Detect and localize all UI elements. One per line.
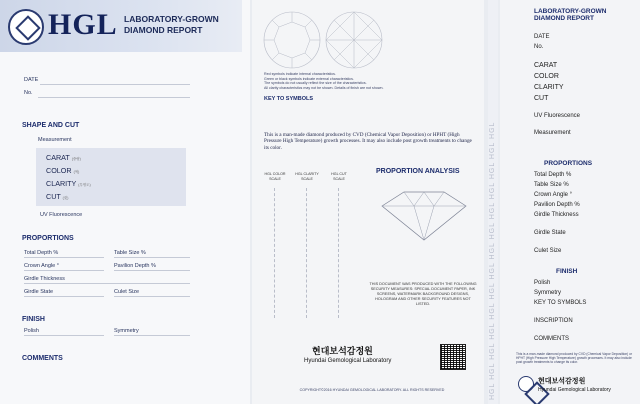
right-lab-grown-statement: This is a man-made diamond produced by CVD (Chemical Vapor Deposition) or HPHT (High Pressure High Temperature) growth processes. It may also include post growth treatments to change its color. — [516, 352, 633, 364]
report-header — [0, 0, 242, 52]
right-report-panel — [500, 0, 640, 404]
pavilion-depth-label: Pavilion Depth % — [114, 263, 156, 269]
right-girdle-thickness-label: Girdle Thickness — [534, 212, 579, 218]
polish-label: Polish — [24, 328, 39, 334]
total-depth-label: Total Depth % — [24, 250, 59, 256]
crown-angle-line — [24, 270, 104, 271]
number-label: No. — [24, 90, 33, 96]
section-proportions: PROPORTIONS — [22, 235, 74, 242]
right-comments-label: COMMENTS — [534, 336, 569, 342]
middle-report-panel — [252, 0, 484, 404]
right-culet-size-label: Culet Size — [534, 248, 562, 254]
diamond-profile-diagram-icon — [374, 184, 474, 244]
color-scale-heading: HGL COLOR SCALE — [264, 172, 286, 181]
left-report-panel — [0, 0, 250, 404]
uv-fluorescence-label: UV Fluorescence — [40, 212, 83, 218]
lab-grown-statement: This is a man-made diamond produced by CVD (Chemical Vapor Deposition) or HPHT (High Pressure High Temperature) growth processes. It may also include post growth treatments to change its color. — [264, 132, 472, 151]
right-symmetry-label: Symmetry — [534, 290, 561, 296]
right-crown-angle-label: Crown Angle ° — [534, 192, 573, 198]
right-number-label: No. — [534, 44, 544, 50]
section-comments: COMMENTS — [22, 355, 63, 362]
right-table-size-label: Table Size % — [534, 182, 569, 188]
right-lab-korean-name: 현대보석감정원 — [538, 378, 586, 385]
date-line — [40, 84, 190, 85]
right-section-proportions: PROPORTIONS — [544, 160, 593, 167]
right-inscription-label: INSCRIPTION — [534, 318, 573, 324]
lab-english-name: Hyundai Gemological Laboratory — [304, 358, 392, 364]
culet-size-line — [114, 296, 190, 297]
number-line — [38, 97, 190, 98]
table-size-line — [114, 257, 190, 258]
girdle-state-line — [24, 296, 104, 297]
right-color-label: COLOR — [534, 73, 559, 80]
polish-line — [24, 335, 104, 336]
right-report-title: LABORATORY-GROWN DIAMOND REPORT — [534, 8, 607, 22]
color-label: COLOR (색) — [46, 166, 80, 175]
date-label: DATE — [24, 77, 39, 83]
strip-watermark-text: HGL HGL HGL HGL HGL HGL HGL HGL HGL HGL HGL HGL HGL HGL — [489, 121, 496, 400]
total-depth-line — [24, 257, 104, 258]
table-size-label: Table Size % — [114, 250, 146, 256]
key-to-symbols-title: KEY TO SYMBOLS — [264, 96, 314, 102]
diamond-logo-icon — [8, 9, 44, 45]
key-notes: Red symbols indicate internal characteristics. Green or black symbols indicate external characteristics. The symbols do not usually reflect the size of the characteristics. All clarity characteristics may not be shown. Details of finish are not shown. — [264, 72, 384, 90]
carat-label: CARAT (중량) — [46, 153, 81, 162]
right-uv-label: UV Fluorescence — [534, 113, 581, 119]
right-clarity-label: CLARITY — [534, 84, 564, 91]
girdle-thickness-line — [24, 283, 190, 284]
right-date-label: DATE — [534, 34, 550, 40]
right-measurement-label: Measurement — [534, 130, 571, 136]
right-section-finish: FINISH — [556, 268, 578, 275]
crown-angle-label: Crown Angle ° — [24, 263, 59, 269]
copyright-notice: COPYRIGHT©2016 HYUNDAI GEMOLOGICAL LABORATORY. ALL RIGHTS RESERVED — [299, 388, 445, 392]
clarity-label: CLARITY (투명도) — [46, 179, 91, 188]
girdle-state-label: Girdle State — [24, 289, 54, 295]
clarity-scale-bar — [306, 188, 307, 318]
right-girdle-state-label: Girdle State — [534, 230, 566, 236]
security-notice: THIS DOCUMENT WAS PRODUCED WITH THE FOLLOWING SECURITY MEASURES: SPECIAL DOCUMENT PAPER, INK SCREENS, WATERMARK BACKGROUND DESIGNS, HOLOGRAM AND OTHER SECURITY FEATURES NOT LISTED. — [369, 282, 477, 306]
lab-korean-name: 현대보석감정원 — [312, 346, 373, 356]
right-total-depth-label: Total Depth % — [534, 172, 572, 178]
report-title: LABORATORY-GROWN DIAMOND REPORT — [124, 14, 219, 35]
color-scale-bar — [274, 188, 275, 318]
section-shape-and-cut: SHAPE AND CUT — [22, 122, 80, 129]
security-strip — [488, 0, 498, 404]
clarity-scale-heading: HGL CLARITY SCALE — [295, 172, 319, 181]
proportion-analysis-title: PROPORTION ANALYSIS — [376, 168, 460, 175]
cut-scale-heading: HGL CUT SCALE — [331, 172, 347, 181]
pavilion-depth-line — [114, 270, 190, 271]
diamond-pavilion-diagram-icon — [324, 10, 384, 70]
measurement-label: Measurement — [38, 137, 72, 143]
qr-code-icon[interactable] — [440, 344, 466, 370]
right-key-to-symbols-label: KEY TO SYMBOLS — [534, 300, 587, 306]
right-polish-label: Polish — [534, 280, 551, 286]
right-lab-english-name: Hyundai Gemological Laboratory — [538, 387, 611, 393]
right-cut-label: CUT — [534, 95, 549, 102]
culet-size-label: Culet Size — [114, 289, 140, 295]
right-pavilion-depth-label: Pavilion Depth % — [534, 202, 580, 208]
symmetry-label: Symmetry — [114, 328, 139, 334]
section-finish: FINISH — [22, 316, 45, 323]
diamond-crown-diagram-icon — [262, 10, 322, 70]
cut-scale-bar — [338, 188, 339, 318]
symmetry-line — [114, 335, 190, 336]
brand-logo: HGL — [48, 8, 118, 41]
right-carat-label: CARAT — [534, 62, 558, 69]
cut-label: CUT (컷) — [46, 192, 69, 201]
right-diamond-logo-icon — [518, 376, 534, 392]
girdle-thickness-label: Girdle Thickness — [24, 276, 65, 282]
